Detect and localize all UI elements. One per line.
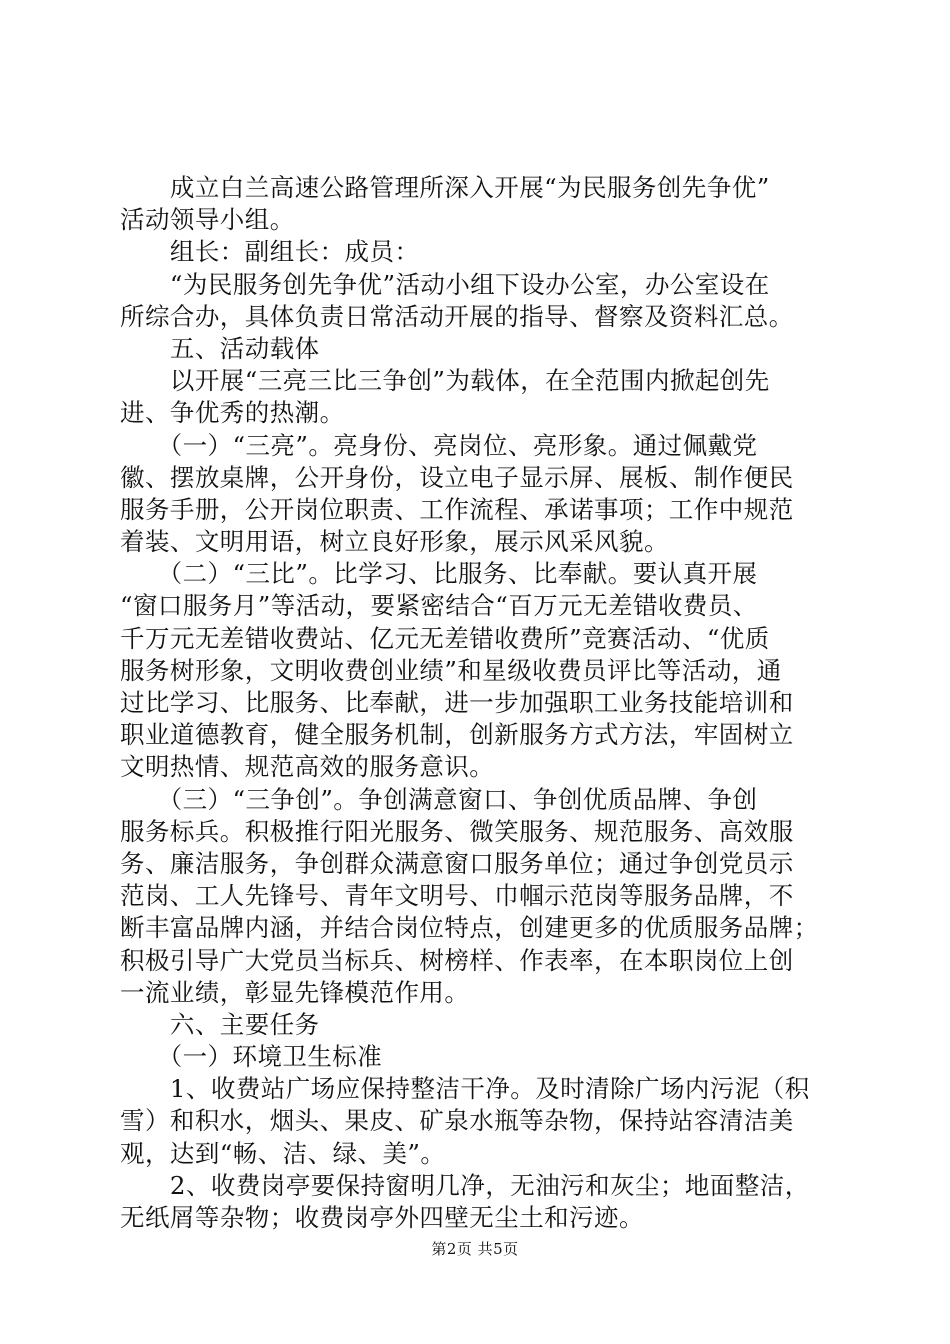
paragraph-carrier-intro: [120, 365, 850, 429]
text-line: 徽、摆放桌牌，公开身份，设立电子显示屏、展板、制作便民: [120, 462, 794, 492]
paragraph-item-1: [120, 1073, 850, 1170]
text-line: 2、收费岗亭要保持窗明几净，无油污和灰尘；地面整洁，: [120, 1170, 810, 1200]
text-line: 雪）和积水，烟头、果皮、矿泉水瓶等杂物，保持站容清洁美: [120, 1106, 794, 1136]
text-line: 范岗、工人先锋号、青年文明号、巾帼示范岗等服务品牌，不: [120, 881, 794, 911]
text-line: 观，达到“畅、洁、绿、美”。: [120, 1138, 446, 1168]
text-line: 文明热情、规范高效的服务意识。: [120, 752, 495, 782]
paragraph-leadership-group: [120, 172, 850, 236]
text-line: 千万元无差错收费站、亿元无差错收费所”竞赛活动、“优质: [120, 623, 770, 653]
subheading-hygiene-standards: [120, 1041, 850, 1073]
text-line: 进、争优秀的热潮。: [120, 398, 345, 428]
paragraph-three-strives: [120, 784, 850, 1009]
text-line: （一）“三亮”。亮身份、亮岗位、亮形象。通过佩戴党: [120, 430, 758, 460]
paragraph-three-shows: [120, 430, 850, 559]
paragraph-three-compares: [120, 558, 850, 783]
text-line: （三）“三争创”。争创满意窗口、争创优质品牌、争创: [120, 784, 758, 814]
text-line: 1、收费站广场应保持整洁干净。及时清除广场内污泥（积: [120, 1074, 810, 1104]
section-heading-main-tasks: [120, 1009, 850, 1041]
text-line: “窗口服务月”等活动，要紧密结合“百万元无差错收费员、: [120, 591, 758, 621]
text-line: 积极引导广大党员当标兵、树榜样、作表率，在本职岗位上创: [120, 945, 794, 975]
text-line: 六、主要任务: [120, 1009, 320, 1039]
document-body: [120, 172, 850, 1234]
text-line: 职业道德教育，健全服务机制，创新服务方式方法，牢固树立: [120, 720, 794, 750]
text-line: 组长：副组长：成员：: [120, 237, 420, 267]
page-footer: [0, 1238, 950, 1259]
text-line: 服务标兵。积极推行阳光服务、微笑服务、规范服务、高效服: [120, 816, 794, 846]
text-line: 五、活动载体: [120, 333, 320, 363]
text-line: 一流业绩，彰显先锋模范作用。: [120, 977, 470, 1007]
text-line: 着装、文明用语，树立良好形象，展示风采风貌。: [120, 527, 669, 557]
paragraph-office: [120, 269, 850, 333]
text-line: 过比学习、比服务、比奉献，进一步加强职工业务技能培训和: [120, 688, 794, 717]
text-line: （二）“三比”。比学习、比服务、比奉献。要认真开展: [120, 559, 758, 589]
text-line: 断丰富品牌内涵，并结合岗位特点，创建更多的优质服务品牌；: [120, 913, 819, 943]
text-line: 活动领导小组。: [120, 205, 295, 235]
text-line: 无纸屑等杂物；收费岗亭外四壁无尘土和污迹。: [120, 1203, 644, 1232]
text-line: 服务树形象，文明收费创业绩”和星级收费员评比等活动，通: [120, 655, 782, 685]
text-line: （一）环境卫生标准: [120, 1042, 383, 1072]
text-line: 以开展“三亮三比三争创”为载体，在全范围内掀起创先: [120, 366, 770, 396]
paragraph-members: [120, 236, 850, 268]
text-line: 所综合办，具体负责日常活动开展的指导、督察及资料汇总。: [120, 301, 794, 331]
text-line: 务、廉洁服务，争创群众满意窗口服务单位；通过争创党员示: [120, 848, 794, 878]
text-line: “为民服务创先争优”活动小组下设办公室，办公室设在: [120, 269, 770, 299]
section-heading-activity-carrier: [120, 333, 850, 365]
text-line: 成立白兰高速公路管理所深入开展“为民服务创先争优”: [120, 173, 770, 202]
page-number: 第2页 共5页: [431, 1240, 519, 1258]
paragraph-item-2: [120, 1170, 850, 1234]
text-line: 服务手册，公开岗位职责、工作流程、承诺事项；工作中规范: [120, 494, 794, 524]
